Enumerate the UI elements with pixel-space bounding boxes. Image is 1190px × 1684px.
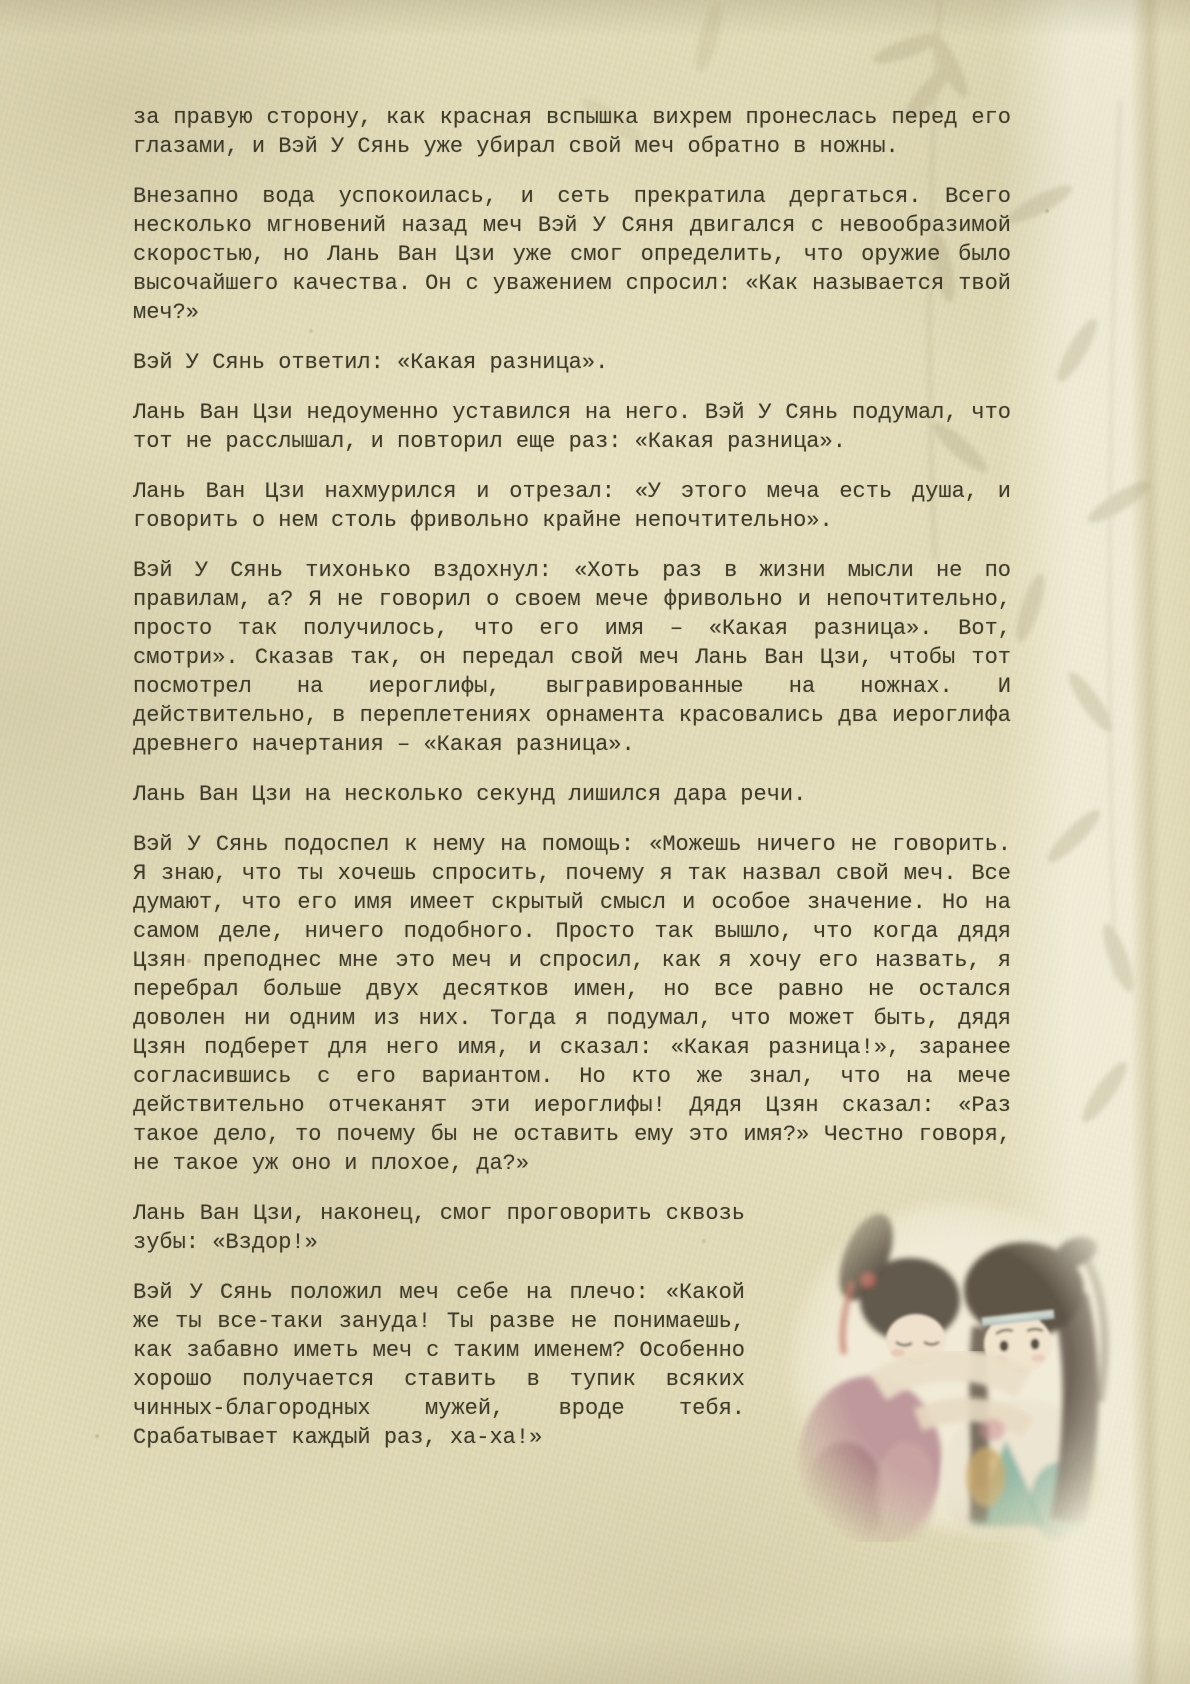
paragraph: за правую сторону, как красная вспышка вихрем пронеслась перед его глазами, и Вэй У Сянь уже убирал свой меч обратно в ножны. [133,105,1011,159]
paragraph: Вэй У Сянь ответил: «Какая разница». [133,350,609,375]
paragraph: Вэй У Сянь положил меч себе на плечо: «Какой же ты все-таки зануда! Ты разве не понимаешь, как забавно иметь меч с таким именем? Особенно хорошо получается ставить в тупик всяких чинных-благородных мужей, вроде тебя. Срабатывает каждый раз, ха-ха!» [133,1280,745,1450]
paragraph: Вэй У Сянь тихонько вздохнул: «Хоть раз в жизни мысли не по правилам, а? Я не говорил о своем мече фривольно и непочтительно, просто так получилось, что его имя – «Какая разница». Вот, смотри». Сказав так, он передал свой меч Лань Ван Цзи, чтобы тот посмотрел на иероглифы, выгравированные на ножнах. И действительно, в переплетениях орнамента красовались два иероглифа древнего начертания – «Какая разница». [133,558,1011,757]
paragraph: Внезапно вода успокоилась, и сеть прекратила дергаться. Всего несколько мгновений назад меч Вэй У Сяня двигался с невообразимой скоростью, но Лань Ван Цзи уже смог определить, что оружие было высочайшего качества. Он с уважением спросил: «Как называется твой меч?» [133,184,1011,325]
paper-speckles [0,0,2,2]
paragraph: Лань Ван Цзи нахмурился и отрезал: «У этого меча есть душа, и говорить о нем столь фривольно крайне непочтительно». [133,479,1011,533]
page-text [133,103,1011,1473]
paragraph: Лань Ван Цзи, наконец, смог проговорить сквозь зубы: «Вздор!» [133,1201,745,1255]
paragraph: Лань Ван Цзи на несколько секунд лишился дара речи. [133,782,807,807]
paragraph: Вэй У Сянь подоспел к нему на помощь: «Можешь ничего не говорить. Я знаю, что ты хочешь спросить, почему я так назвал свой меч. Все думают, что его имя имеет скрытый смысл и особое значение. Но на самом деле, ничего подобного. Просто так вышло, что когда дядя Цзян преподнес мне это меч и спросил, как я хочу его назвать, я перебрал больше двух десятков имен, но все равно не остался доволен ни одним из них. Тогда я подумал, что может быть, дядя Цзян подберет для него имя, и сказал: «Какая разница!», заранее согласившись с его вариантом. Но кто же знал, что на мече действительно отчеканят эти иероглифы! Дядя Цзян сказал: «Раз такое дело, то почему бы не оставить ему это имя?» Честно говоря, не такое уж оно и плохое, да?» [133,832,1011,1176]
paragraph: Лань Ван Цзи недоуменно уставился на него. Вэй У Сянь подумал, что тот не расслышал, и повторил еще раз: «Какая разница». [133,400,1011,454]
